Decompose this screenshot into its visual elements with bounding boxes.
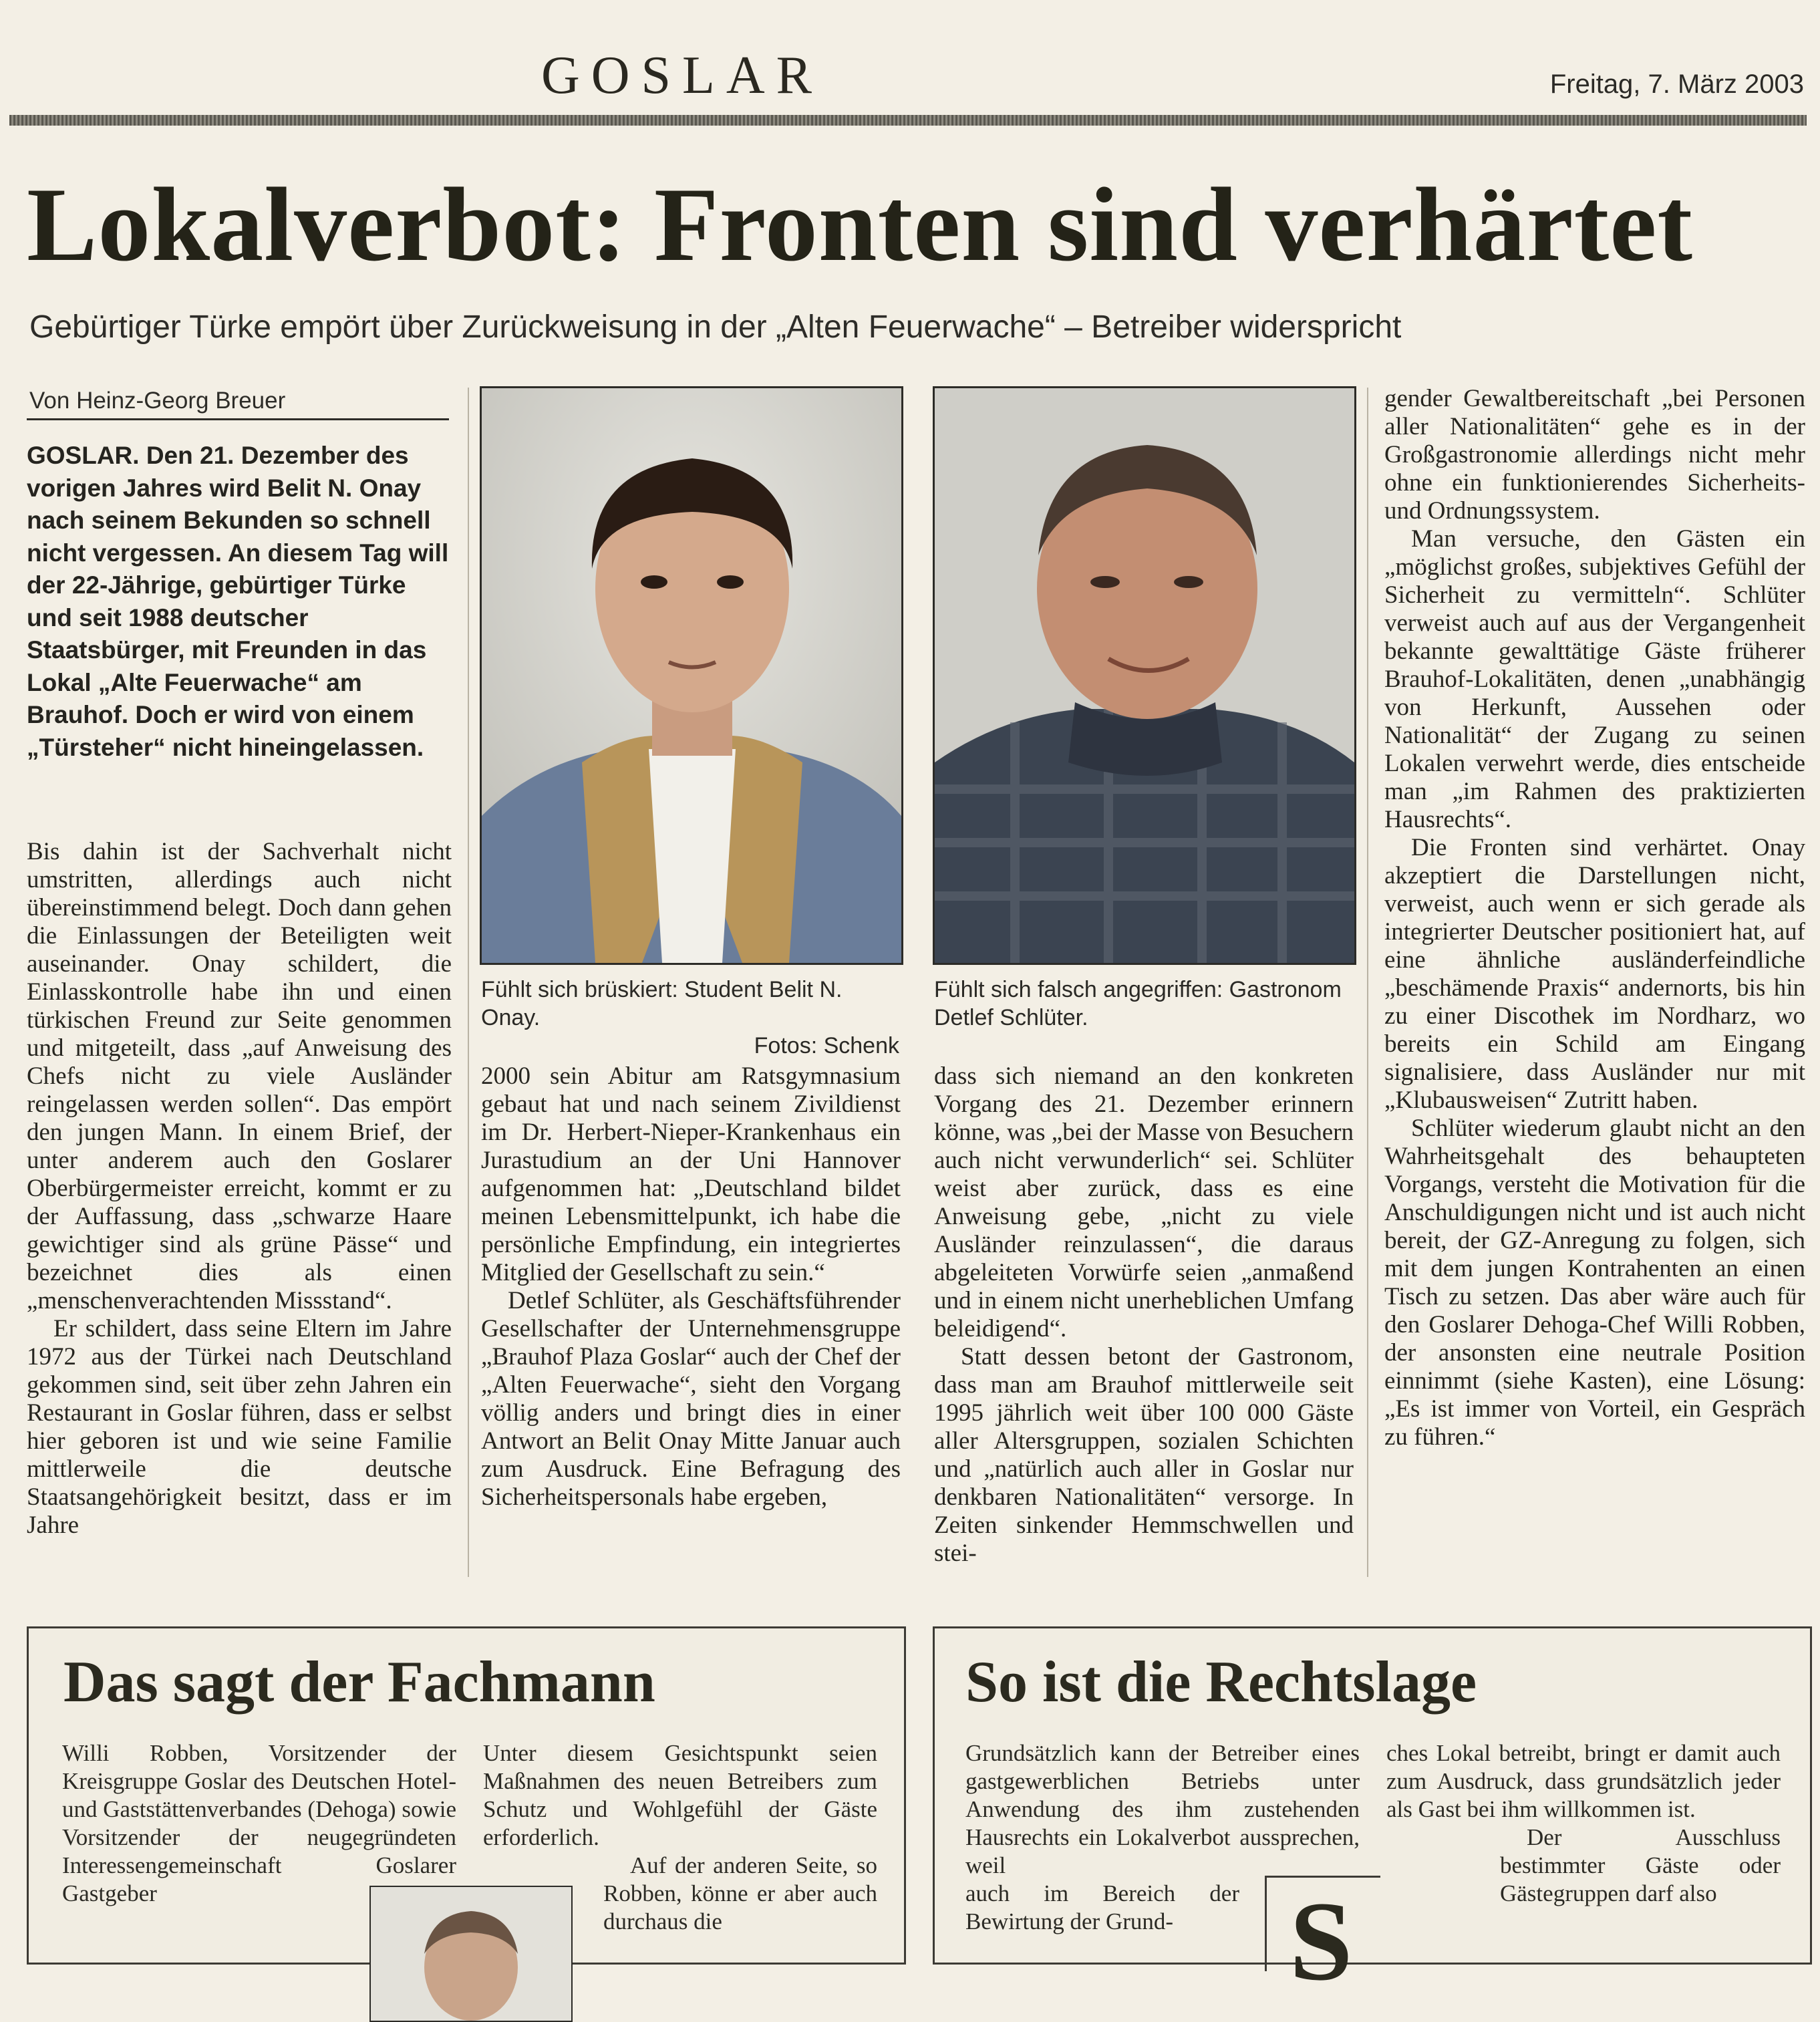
paragraph: Schlüter wiederum glaubt nicht an den Wahrheitsgehalt des behaupteten Vorgangs, versteht die Motivation für die Anschuldigungen nicht und ist auch nicht bereit, der GZ-Anregung zu folgen, sich mit dem jungen Kontrahenten an einen Tisch zu setzen. Das aber wäre auch für den Goslarer Dehoga-Chef Willi Robben, der ansonsten eine neutrale Position einnimmt (siehe Kasten), eine Lösung: „Es ist immer von Vorteil, ein Gespräch zu führen.“ — [1384, 1115, 1805, 1451]
paragraph: Man versuche, den Gästen ein „möglichst großes, subjektives Gefühl der Sicherheit zu vermitteln“. Schlüter verweist auch auf aus der Vergangenheit bekannte gewalttätige Gäste früherer Brauhof-Lokalitäten, denen „unabhängig von Herkunft, Aussehen oder Nationalität“ der Zugang zu seinen Lokalen verwehrt werde, dies entscheide man „im Rahmen des praktizierten Hausrechts“. — [1384, 525, 1805, 833]
portrait-young-man-icon — [482, 388, 901, 963]
paragraph: dass sich niemand an den konkreten Vorgang des 21. Dezember erinnern könne, was „bei der Masse von Besuchern auch nicht verwunderlich“ sei. Schlüter weist aber zurück, dass es eine Anweisung gebe, „nicht zu viele Ausländer reinzulassen“, die daraus abgeleiteten Vorwürfe seien „anmaßend und in einem nicht unerheblichen Umfang beleidigend“. — [934, 1062, 1354, 1342]
article-column-4 — [1384, 385, 1805, 1451]
caption-text: Fühlt sich brüskiert: Student Belit N. Onay. — [481, 977, 843, 1030]
article-subhead: Gebürtiger Türke empört über Zurückweisung in der „Alten Feuerwache“ – Betreiber widerspricht — [29, 309, 1402, 345]
photo-credit: Fotos: Schenk — [754, 1033, 899, 1058]
column-divider — [468, 388, 469, 1577]
byline-rule — [27, 418, 449, 420]
article-byline: Von Heinz-Georg Breuer — [29, 388, 286, 414]
paragraph: Der Ausschluss bestimmter Gäste oder Gästegruppen darf also — [1500, 1824, 1781, 1906]
paragraph: Unter diesem Gesichtspunkt seien Maßnahmen des neuen Betreibers zum Schutz und Wohlgefühl der Gäste erforderlich. — [483, 1740, 877, 1850]
article-column-2 — [481, 1062, 901, 1511]
paragraph: Die Fronten sind verhärtet. Onay akzeptiert die Darstellungen nicht, verweist, auch wenn er sich gerade als integrierter Deutscher positioniert hat, auf eine ähnliche ausländerfeindliche „beschämende Praxis“ andernorts, bis hin zu einer Discothek im Nordharz, wo bereits ein Schild am Eingang signalisiere, dass Ausländer nur mit „Klubausweisen“ Zutritt haben. — [1384, 834, 1805, 1114]
photo-2-caption: Fühlt sich falsch angegriffen: Gastronom Detlef Schlüter. — [934, 977, 1342, 1030]
article-headline: Lokalverbot: Fronten sind verhärtet — [27, 166, 1694, 283]
article-column-1 — [27, 838, 452, 1540]
box-title: Das sagt der Fachmann — [63, 1650, 655, 1715]
box-column-2 — [1386, 1739, 1781, 1908]
paragraph: Statt dessen betont der Gastronom, dass man am Brauhof mittlerweile seit 1995 jährlich weit über 100 000 Gäste aller Altersgruppen, sozialen Schichten und „natürlich auch aller in Goslar nur denkbaren Nationalitäten“ versorge. In Zeiten sinkender Hemmschwellen und stei- — [934, 1343, 1354, 1567]
article-lead: GOSLAR. Den 21. Dezember des vorigen Jahres wird Belit N. Onay nach seinem Bekunden so schnell nicht vergessen. An diesem Tag will der 22-Jährige, gebürtiger Türke und seit 1988 deutscher Staatsbürger, mit Freunden in das Lokal „Alte Feuerwache“ am Brauhof. Doch er wird von einem „Türsteher“ nicht hineingelassen. — [27, 442, 449, 761]
box-legal-situation — [933, 1626, 1812, 2004]
photo-belit-onay — [480, 386, 903, 965]
box-column-1 — [62, 1739, 456, 1908]
paragraph: Willi Robben, Vorsitzender der Kreisgruppe Goslar des Deutschen Hotel- und Gaststättenverbandes (Dehoga) sowie Vorsitzender der neugegründeten Interessengemeinschaft Goslarer Gastgeber — [62, 1740, 456, 1906]
dropcap-frame — [1265, 1876, 1380, 2004]
paragraph: Detlef Schlüter, als Geschäftsführender Gesellschafter der Unternehmensgruppe „Brauhof Plaza Goslar“ auch der Chef der „Alten Feuerwache“, sieht den Vorgang völlig anders und bringt dies in einer Antwort an Belit Onay Mitte Januar auch zum Ausdruck. Eine Befragung des Sicherheitspersonals habe ergeben, — [481, 1287, 901, 1511]
paragraph: auch im Bereich der Bewirtung der Grund- — [965, 1880, 1239, 1934]
paragraph: Auf der anderen Seite, so Robben, könne er aber auch durchaus die — [603, 1852, 877, 1934]
header-rule — [9, 115, 1807, 126]
paragraph: Grundsätzlich kann der Betreiber eines gastgewerblichen Betriebs unter Anwendung des ihm zustehenden Hausrechts ein Lokalverbot aussprechen, weil — [965, 1740, 1360, 1878]
portrait-man-icon — [935, 388, 1354, 963]
paragraph: Bis dahin ist der Sachverhalt nicht umstritten, allerdings auch nicht übereinstimmend belegt. Doch dann gehen die Einlassungen der Beteiligten weit auseinander. Onay schildert, die Einlasskontrolle habe ihn und einen türkischen Freund zur Seite genommen und mitgeteilt, dass „auf Anweisung des Chefs nicht zu viele Ausländer reingelassen werden sollen“. Das empört den jungen Mann. In einem Brief, der unter anderem auch den Goslarer Oberbürgermeister erreicht, kommt er zu der Auffassung, dass „schwarze Haare gewichtiger sind als grüne Pässe“ und bezeichnet dies als einen „menschenverachtenden Missstand“. — [27, 838, 452, 1314]
photo-detlef-schlueter — [933, 386, 1356, 965]
paragraph: ches Lokal betreibt, bringt er damit auch zum Ausdruck, dass grundsätzlich jeder als Gast bei ihm willkommen ist. — [1386, 1740, 1781, 1822]
paragraph: Er schildert, dass seine Eltern im Jahre 1972 aus der Türkei nach Deutschland gekommen sind, seit über zehn Jahren ein Restaurant in Goslar führen, dass er selbst hier geboren ist und wie seine Familie mittlerweile die deutsche Staatsangehörigkeit besitzt, dass er im Jahre — [27, 1315, 452, 1539]
dropcap-letter: S — [1290, 1878, 1353, 2004]
article-column-3 — [934, 1062, 1354, 1568]
box-title: So ist die Rechtslage — [965, 1650, 1477, 1715]
box-column-2 — [483, 1739, 877, 1936]
box-expert-opinion — [27, 1626, 906, 1965]
section-masthead: GOSLAR — [541, 46, 824, 105]
column-divider — [1367, 388, 1368, 1577]
photo-1-caption — [481, 976, 899, 1058]
paragraph: 2000 sein Abitur am Ratsgymnasium gebaut hat und nach seinem Zivildienst im Dr. Herbert-Nieper-Krankenhaus ein Jurastudium an der Uni Hannover aufgenommen hat: „Deutschland bildet meinen Lebensmittelpunkt, ich habe die persönliche Empfindung, ein integriertes Mitglied der Gesellschaft zu sein.“ — [481, 1062, 901, 1286]
paragraph: gender Gewaltbereitschaft „bei Personen aller Nationalitäten“ gehe es in der Großgastronomie allerdings nicht mehr ohne ein funktionierendes Sicherheits- und Ordnungssystem. — [1384, 385, 1805, 525]
issue-date: Freitag, 7. März 2003 — [1549, 69, 1804, 99]
